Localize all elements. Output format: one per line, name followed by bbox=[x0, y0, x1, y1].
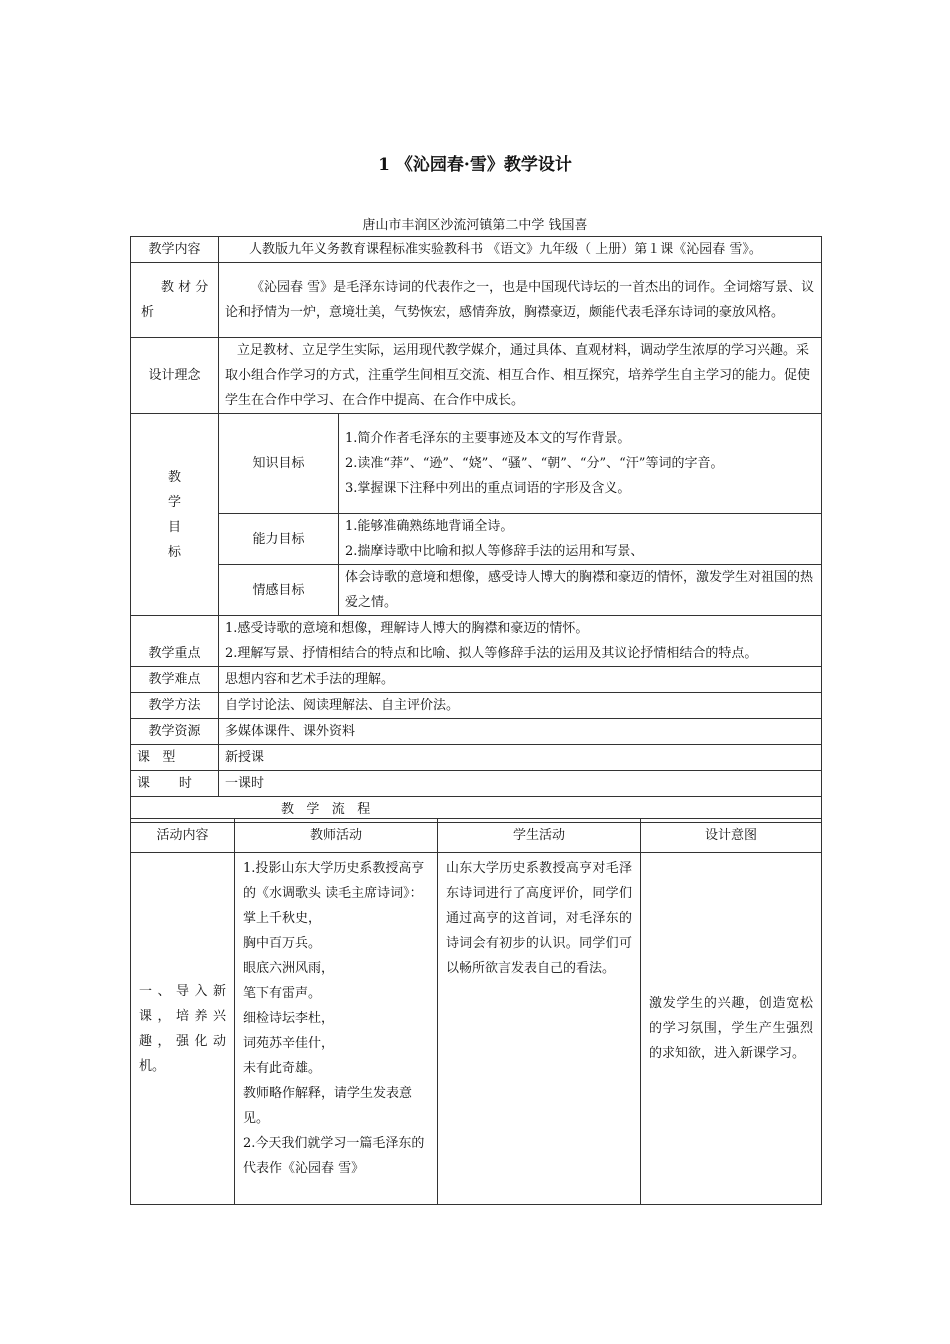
difficulty-text: 思想内容和艺术手法的理解。 bbox=[219, 667, 822, 693]
student-activity-cell: 山东大学历史系教授高亨对毛泽东诗词进行了高度评价，同学们通过高亨的这首词，对毛泽东的诗词会有初步的认识。同学们可以畅所欲言发表自己的看法。 bbox=[438, 853, 641, 1205]
method-label: 教学方法 bbox=[131, 693, 219, 719]
concept-text: 立足教材、立足学生实际，运用现代教学媒介，通过具体、直观材料，调动学生浓厚的学习兴趣。采取小组合作学习的方式，注重学生间相互交流、相互合作、相互探究，培养学生自主学习的能力。促使学生在合作中学习、在合作中提高、在合作中成长。 bbox=[219, 338, 822, 414]
key-label: 教学重点 bbox=[131, 616, 219, 667]
teaching-flow-table bbox=[130, 818, 822, 1205]
flow-col-teacher: 教师活动 bbox=[235, 819, 438, 853]
design-intent-cell: 激发学生的兴趣，创造宽松的学习氛围，学生产生强烈的求知欲，进入新课学习。 bbox=[641, 853, 822, 1205]
author-line: 唐山市丰润区沙流河镇第二中学 钱国喜 bbox=[362, 218, 588, 233]
resource-text: 多媒体课件、课外资料 bbox=[219, 719, 822, 745]
method-text: 自学讨论法、阅读理解法、自主评价法。 bbox=[219, 693, 822, 719]
knowledge-label: 知识目标 bbox=[219, 414, 339, 514]
emotion-text: 体会诗歌的意境和想像，感受诗人博大的胸襟和豪迈的情怀，激发学生对祖国的热爱之情。 bbox=[339, 565, 822, 616]
ability-label: 能力目标 bbox=[219, 514, 339, 565]
key-items: 1.感受诗歌的意境和想像，理解诗人博大的胸襟和豪迈的情怀。 2.理解写景、抒情相结合的特点和比喻、拟人等修辞手法的运用及其议论抒情相结合的特点。 bbox=[219, 616, 822, 667]
goals-label: 教 学 目 标 bbox=[131, 414, 219, 616]
content-label: 教学内容 bbox=[131, 237, 219, 263]
time-label: 课 时 bbox=[131, 771, 219, 797]
lesson-info-table bbox=[130, 236, 822, 823]
content-text: 人教版九年义务教育课程标准实验教科书 《语文》九年级（ 上册）第１课《沁园春 雪》。 bbox=[219, 237, 822, 263]
flow-col-activity: 活动内容 bbox=[131, 819, 235, 853]
type-text: 新授课 bbox=[219, 745, 822, 771]
flow-col-intent: 设计意图 bbox=[641, 819, 822, 853]
difficulty-label: 教学难点 bbox=[131, 667, 219, 693]
teacher-activity-cell: 1.投影山东大学历史系教授高亨的《水调歌头 读毛主席诗词》： 掌上千秋史， 胸中百万兵。 眼底六洲风雨， 笔下有雷声。 细检诗坛李杜， 词苑苏辛佳什， 未有此奇雄。 教师略作解释，请学生发表意见。 2.今天我们就学习一篇毛泽东的代表作《沁园春 雪》 bbox=[235, 853, 438, 1205]
ability-items: 1.能够准确熟练地背诵全诗。 2.揣摩诗歌中比喻和拟人等修辞手法的运用和写景、 bbox=[339, 514, 822, 565]
flow-header: 教 学 流 程 bbox=[131, 797, 822, 823]
page-title: 1 《沁园春·雪》教学设计 bbox=[378, 155, 572, 175]
knowledge-items: 1.简介作者毛泽东的主要事迹及本文的写作背景。 2.读准“莽”、“逊”、“娆”、“骚”、“朝”、“分”、“汗”等词的字音。 3.掌握课下注释中列出的重点词语的字形及含义。 bbox=[339, 414, 822, 514]
emotion-label: 情感目标 bbox=[219, 565, 339, 616]
analysis-text: 《沁园春 雪》是毛泽东诗词的代表作之一，也是中国现代诗坛的一首杰出的词作。全词熔写景、议论和抒情为一炉，意境壮美，气势恢宏，感情奔放，胸襟豪迈，颇能代表毛泽东诗词的豪放风格。 bbox=[219, 263, 822, 338]
flow-col-student: 学生活动 bbox=[438, 819, 641, 853]
analysis-label: 教 材 分 析 bbox=[131, 263, 219, 338]
time-text: 一课时 bbox=[219, 771, 822, 797]
resource-label: 教学资源 bbox=[131, 719, 219, 745]
type-label: 课 型 bbox=[131, 745, 219, 771]
concept-label: 设计理念 bbox=[131, 338, 219, 414]
activity-cell: 一、导入新课，培养兴趣，强化动机。 bbox=[131, 853, 235, 1205]
